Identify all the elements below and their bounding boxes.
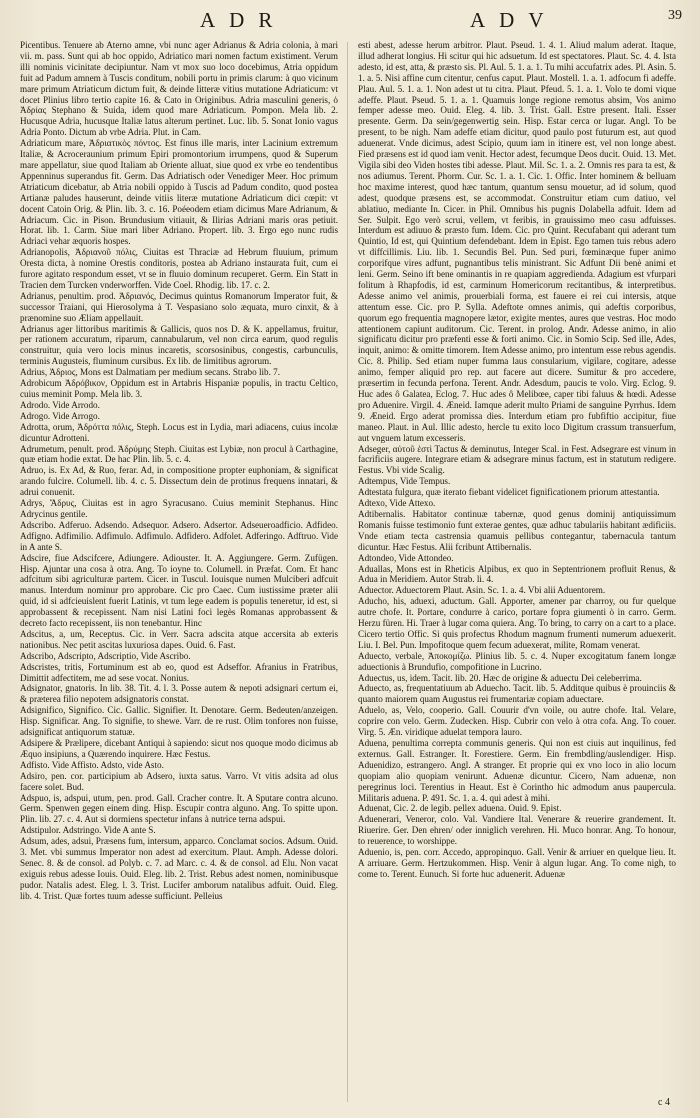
- header-right-word: ADV: [470, 8, 558, 32]
- dictionary-entry: Aducho, his, aduexi, aductum. Gall. Apporter, amener par charroy, ou fur quelque autre chofe. It. Portare, condurre à carico, portare fopra giumenti ò in carro. Germ. Herzu füren. Hi. Traer à lugar coma quiera. Ang. To bring, to carry on a cart to a place. Cicero tertio Offic. Si quis profectus Rhodum magnum frumenti numerum aduexerit. Liu. I. Bel. Pun. Impofitoque quem fecum aduexerat, milite, Romam venerat.: [358, 596, 676, 650]
- dictionary-entry: Adseger, αὐτοῦ ἐστὶ Tactus & deminutus, Integer Scal. in Fest. Adsegrare est vinum in facrificiis augere. Integrare etiam & adsegrare minus factum, est in statutum redigere. Festus. Vbi vide Scalig.: [358, 443, 676, 476]
- dictionary-entry: Adrogo. Vide Arrogo.: [20, 410, 100, 421]
- dictionary-entry: Aduena, penultima correpta communis generis. Qui non est ciuis aut inquilinus, fed externus. Gall. Estranger. It. Forestiere. Germ. Ein frembdling/auslendiger. Hisp. Aduenidizo, estrangero. Angl. A stranger. Et proprie qui ex vno loco in alio locum quopiam alio quopiam venirunt. Aduenæ dicuntur. Cicero, Nam aduenæ, non peregrinus loci. Terentius in Heaut. Est è Corintho hic admodum anus paupercula. Militaris aduena. P. 491. Sc. 1. a. 4. qui adest à mihi.: [358, 738, 676, 803]
- dictionary-entry: Adtexo, Vide Attexo.: [358, 498, 436, 509]
- dictionary-entry: Adsipere & Prælipere, dicebant Antiqui à sapiendo: sicut nos quoque modo dicimus ab Æquo insipiuns, a Quærendo inquirere. Hæc Festus.: [20, 738, 338, 759]
- column-divider: [347, 42, 348, 1102]
- dictionary-entry: Adscribo. Adferuo. Adsendo. Adsequor. Adsero. Adsertor. Adseueroadficio. Adfideo. Adfigno. Adfimilio. Adfimulo. Adfimulo. Adfidero. Adfolet. Adferingo. Adftruo. Vide in A ante S.: [20, 519, 338, 552]
- dictionary-entry: Adscribo, Adscripto, Adscriptio, Vide Ascribo.: [20, 650, 191, 661]
- header-left-word: ADR: [200, 8, 287, 32]
- dictionary-entry: Adrianus, penultim. prod. Ἀδριανός, Decimus quintus Romanorum Imperator fuit, & successor Traiani, qui Hierosolyma à T. Vespasiano solo æquata, muro cinxit, & à prænomine suo Æliam appellauit.: [20, 290, 338, 323]
- dictionary-entry: Adscitus, a, um, Receptus. Cic. in Verr. Sacra adscita atque accersita ab exteris nationibus. Nec petit ascitas luxuriosa dapes. Ouid. 6. Fast.: [20, 628, 338, 650]
- dictionary-entry: Adtestata fulgura, quæ iterato fiebant videlicet fignificationem priorum attestantia.: [358, 487, 660, 498]
- dictionary-entry: Adsignator, gnatoris. In lib. 38. Tit. 4. l. 3. Posse autem & nepoti adsignari certum ei, & præterea filio nepotem adsignatoris constat.: [20, 683, 338, 705]
- dictionary-entry: Aduector. Aduectorem Plaut. Asin. Sc. 1. a. 4. Vbi alii Aduentorem.: [358, 585, 606, 596]
- dictionary-entry: Adstipulor. Adstringo. Vide A ante S.: [20, 825, 156, 836]
- dictionary-entry: Adsum, ades, adsui, Præsens fum, intersum, apparco. Conclamat socios. Adsum. Ouid. 3. Met. vbi summus Imperator non adest ad exercitum. Plaut. Amph. Adesse dolori. Senec. 8. & de consol. ad Polyb. c. 7. ad Marc. c. 4. & de consol. ad Elu. Non vacat exiguis rebus adesse Iouis. Ouid. Eleg. lib. 2. Trist. Rebus adest nomen, nominibusque pudor. Natalis adest. Eleg. l. 3. Trist. Lucifer amborum natalibus adfuit. Ouid. Eleg. lib. 4. Trist. Quæ fortes tuum adesse sufficiunt. Pelleius: [20, 836, 338, 901]
- dictionary-entry: Aduenio, is, pen. corr. Accedo, appropinquo. Gall. Venir & arriuer en quelque lieu. It. A arriuare. Germ. Hertzukommen. Hisp. Venir à algun lugar. Ang. To come nigh, to come to. Terent. Eunuch. Si forte huc aduenerit. Aduenæ: [358, 847, 676, 879]
- dictionary-entry: Aduectus, us, idem. Tacit. lib. 20. Hæc de origine & aduectu Dei celeberrima.: [358, 672, 642, 683]
- dictionary-entry: Aduecto, as, frequentatiuum ab Aduecho. Tacit. lib. 5. Additque quibus è prouinciis & quanto maiorem quam Augustus rei frumentariæ copiam aduectare.: [358, 683, 676, 705]
- dictionary-entry: Adscristes, tritis, Fortuminum est ab eo, quod est Adseffor. Afranius in Fratribus, Dimittit adfectitem, me ad sese vocat. Nonius.: [20, 661, 338, 683]
- dictionary-entry: Adtempus, Vide Tempus.: [358, 476, 451, 487]
- page-number: 39: [668, 8, 682, 23]
- dictionary-entry: Adtondeo, Vide Attondeo.: [358, 552, 454, 563]
- dictionary-entry: Adsiro, pen. cor. participium ab Adsero, iuxta satus. Varro. Vt vitis adsita ad olus facere solet. Bud.: [20, 770, 338, 792]
- dictionary-entry: Adriaticum mare, Ἀδριατικὸς πόντος. Est finus ille maris, inter Lacinium extremum Italiæ, & Acroceraunium primum Epiri promontorium irrumpens, quod & Superum mare appellatur, siue quod Italiam ab Oriente alluat, siue quod ex vrbe eo tendentibus Appenninus superandus fit. Germ. Das Adriatisch oder Venediger Meer. Hoc primum Atriaticum dicebatur, ab Atria nobili oppido à Tuscis ad Padum condito, quod postea Artianæ paludes hauserunt, deinde vitiis literæ mutatione Adriaticum dici cœpit: vt docent Catoin Orig. & Plin. lib. 3. c. 16. Poéeodem etiam dicimus Mare Adrianum, & Adriacum. Cic. in Pison. Brundusium vitiauit, & Ilirias Adriani maris oras petiuit. Horat. lib. 1. Carm. Siue mari liber Adriano. Propert. lib. 3. Ergo ego nunc rudis Adriaci vehar æquoris hospes.: [20, 138, 338, 247]
- running-header: [0, 6, 700, 36]
- dictionary-entry: Aduelo, as, Velo, cooperio. Gall. Couurir d'vn voile, ou autre chofe. Ital. Velare, coprire con velo. Germ. Zudecken. Hisp. Cubrir con velo à otra cofa. Ang. To couer. Virg. 5. Æn. viridique aduelat tempora lauro.: [358, 705, 676, 738]
- dictionary-entry: Adsignifico, Significo. Cic. Gallic. Signifier. It. Denotare. Germ. Bedeuten/anzeigen. Hisp. Significar. Ang. To signifie, to shewe. Varr. de re rust. Olim tonfores non fuisse, adsignificat antiquorum statuæ.: [20, 705, 338, 738]
- dictionary-entry: Adspuo, is, adspui, utum, pen. prod. Gall. Cracher contre. It. A Sputare contra alcuno. Germ. Spenwen gegen einem ding. Hisp. Escupir contra alguno. Ang. To spitte upon. Plin. lib. 27. c. 4. Aut si dormiens spectetur infans à nutrice terna adspui.: [20, 792, 338, 825]
- dictionary-entry: Adrodo. Vide Arrodo.: [20, 399, 100, 410]
- dictionary-entry: Aduecto, verbale, Ἀποκομίζω. Plinius lib. 5. c. 4. Nuper excogitatum fanem longæ aduectionis à Brundufio, compofitione in Lucrino.: [358, 650, 676, 672]
- dictionary-entry: Adrobicum Ἀδρόβικον, Oppidum est in Artabris Hispaniæ populis, in tractu Celtico, cuius meminit Pomp. Mela lib. 3.: [20, 378, 338, 399]
- dictionary-entry: Adscire, fiue Adscifcere, Adiungere. Adiouster. It. A. Aggiungere. Germ. Zufügen. Hisp. Ajuntar una cosa à otra. Ang. To ioyne to. Columell. in Præfat. Com. Et hanc adfcitum sibi agriculturæ partem. Cicer. in Tuscul. Iouisque numen Mulciberi adfcuit manus. Interdum nominur pro approbare. Cic pro Caec. Cum iustissime præter alii quid, id si adfcieuislent fuerit Latinis, vt tum lege eadem is populis teneretur, id est, si approbassent & recepissent. Nam nisi Latini foci legès Romanas approbassent & decreto facto recepissent, iis non tenebantur. Hinc: [20, 552, 338, 629]
- dictionary-entry: Adrys, Ἄδρυς, Ciuitas est in agro Syracusano. Cuius meminit Stephanus. Hinc Adrycinus gentile.: [20, 498, 338, 519]
- catchword: c 4: [658, 1097, 670, 1108]
- left-column: [20, 40, 338, 1108]
- dictionary-entry: Adrianopolis, Ἀδριανοῦ πόλις, Ciuitas est Thraciæ ad Hebrum fluuium, primum Oresta dicta, à nomine Orestis conditoris, postea ab Adriano instaurata fuit, cum ei furore agitato respondum esset, vt se in fluuio dominum recuperet. Germ. Ein Statt in Tracien dem Turcken vnderworffen. Vide Coel. Rhodig. lib. 17. c. 2.: [20, 247, 338, 290]
- dictionary-entry: Adruo, is. Ex Ad, & Ruo, ferar. Ad, in compositione propter euphoniam, & significat arando fulcire. Columell. lib. 4. c. 5. Dissectum dein de protinus frequens innatari, & adrui conuenit.: [20, 465, 338, 498]
- dictionary-entry: Aduallas, Mons est in Rheticis Alpibus, ex quo in Septentrionem profluit Renus, & Adua in Meridiem. Autor Strab. li. 4.: [358, 563, 676, 585]
- dictionary-entry: Adrotta, orum, Ἀδρόττα πόλις, Steph. Locus est in Lydia, mari adiacens, cuius incolæ dicuntur Adrotteni.: [20, 421, 338, 443]
- dictionary-entry: esti abest, adesse herum arbitror. Plaut. Pseud. 1. 4. 1. Aliud malum aderat. Itaque, illud adherat longius. Hi scitur qui hic adsuetum. Id est spectatores. Plaut. Sc. 4. 4. Ista adesto, id est, atta, & præsto sis. Pl. Aul. 5. 1. a. 1. Tu mihi accufatrix ades. Pl. Asin. 5. 1. a. 5. Nisi affine cum citentur, cenfus caput. Plaut. Mostell. 1. a. 1. adfocum fi adeffe. Plau. Aul. 5. 1. a. 1. Non adest ut tu citra. Plaut. Pfeud. 5. 1. a. 1. Volo te domi vique adeffe. Plaut. Pseud. 5. 1. a. 1. Quamuis longe regione remotus absim, Vos animo femper adesse meo. Ouid. Eleg. 4. lib. 3. Trist. Gall. Estre present. Itali. Esser presente. Germ. Da sein/gegenwertig sein. Hisp. Estar cerca or lugar. Angl. To be present, to be nigh. Nam adeffe etiam dicitur, quod paulo post futurum est, aut quod aduenerat. Vnde dicimus, adest Scipio, quum iam in itinere est, vel non longe abest. Fied præsens est id quod iam venit. Hector adest, fecumque Deos ducit. Ouid. 13. Met. Vigila sibi deo Viden hostes tibi adesse. Plaut. Mil. Sc. 1. a. 2. Omnis res para ta est, & nos adiumus. Terent. Phorm. Cur. Sc. 1. a. 1. Cic. 1. Offic. Inter hominem & belluam hoc maxime interest, quod hæc tantum, quantum sensu mouetur, ad id solum, quod adest, quodque præsens est, se accommodat. Construitur etiam cum datiuo, vel ablatiuo, mediante In. Cicer. in Phil. Omnibus his pugnis Dolabella adfuit. Idem ad Ser. Sulpit. Ego verò scrui, vellem, vt feribis, in grauissimo meo casu adfuisses. Interdum est adiuuo & præsto fum. Idem. Cic. pro Quint. Recufabant qui aderant tum Quintio, Id est, qui Quintium defendebant. Idem in Epist. Ego tamen tuis rebus adero vt diffcillimis. Liu. lib. 1. Secundis Bel. Pun. Sed puri, fœminæque fuper animo corporifque vires adfunt, pugnantibus telis ministrant. Sic Adfunt Dii benè animi et leni. Germ. Seino ift bene ominantis in re quapiam aggredienda. Adagium est vfurpari folitum à Rhapfodis, id est, carminum Homericorum recitantibus, & interpretibus. Adesse animo vel animis, prouerbiali forma, est fauere ei rei cui intersis, atque attentum esse. Cic. pro P. Sylla. Adeftote omnes animis, qui adeftis corporibus, quorum ego frequentia magnopere lætor, exigite mentes, aures que vestras. Hoc modo attentionem capiunt auditorum. Cic. Terent. in prolog. Andr. Adesse animo, in alio significatu dicitur pro præfenti esse & forti animo. Cic. in Somio Scip. Sed ille, Ades, inquit, animo: & omitte timorem. Item Adesse animo, pro intentum esse rebus agendis. Cic. 8. Philip. Sed etiam nuper fumma laus consularium, vigilare, cogitare, adesse animo, femper aliquid pro rep. aut facere aut dicere. Sumitur & pro accedere, præsertim in fecunda perfona. Terent. Andr. Adesdum, paucis te volo. Virg. Eclog. 9. Huc ades ô Galatea, Eclog. 7. Huc ades ô Melibœe, caper tibi faluus & hœdi. Adesse pro Aduenire. Virgil. 4. Æneid. Iamque aderit multo Priami de sanguine Pyrrhus. Idem 9. Æneid. Ergo aderat promissa dies. Interdum etiam pro fubfiftio accipitur, fiue maneo. Plaut. in Aul. Illic adesto, hercle tu exito loco Digitum crassum transuerfum, aut vnguem latum excesseris.: [358, 40, 676, 443]
- dictionary-entry: Adrius, Ἀδριος, Mons est Dalmatiam per medium secans. Strabo lib. 7.: [20, 367, 280, 378]
- dictionary-entry: Aduenerari, Veneror, colo. Val. Vandiere Ital. Venerare & reuerire grandement. It. Riuerire. Ger. Den ehren/ oder inniglich verehren. Hi. Muco honrar. Ang. To honour, to reuerence, to worshippe.: [358, 814, 676, 847]
- dictionary-entry: Picentibus. Tenuere ab Aterno amne, vbi nunc ager Adrianus & Adria colonia, à mari vii. m. pass. Sunt qui ab hoc oppido, Adriatico mari nomen factum existiment. Verum illi nominis vicinitate decipiuntur. Nam vt mox suo loco docebimus, Atria oppidum fuit ad Padum amnem à Tuscis conditum, nobili portu in primis clarum: à quo vicinum mare primum Atriaticum dictum fuit, & deinde litteræ vitius mutatione Adriaticum: vt docet Plinius libro tertio capite 16. & Cato in Originibus. Adria masculini generis, ὁ Ἀδρίας Stephano & Suida, idem quod mare Adriaticum. Pompon. Mela lib. 2. Hucusque Adria, hucusque Italiæ latus alterum pertinet. Luc. lib. 5. Sonat Ionio vagus Adria Ponto. Dictum ab vrbe Adria. Plut. in Cam.: [20, 40, 338, 138]
- right-column: [358, 40, 676, 1108]
- dictionary-entry: Aduenat, Cic. 2. de legib. pellex aduena. Ouid. 9. Epist.: [358, 803, 562, 814]
- dictionary-entry: Adrumetum, penult. prod. Ἀδρύμης Steph. Ciuitas est Lybiæ, non procul à Carthagine, quæ etiam hodie extat. De hac Plin. lib. 5. c. 4.: [20, 443, 338, 465]
- dictionary-entry: Adfisto. Vide Affisto. Adsto, vide Asto.: [20, 759, 164, 770]
- dictionary-entry: Adrianus ager littoribus maritimis & Gallicis, quos nos D. & K. appellamus, fruitur, per rationem accuratum, riparum, cannabularum, vel non circa earum, quod regulis construitur, quia vero locis minus incaretis, scorsosinibus, congestis, carbunculis, terminis Augusteis, fluminum cursibus. Ex lib. de limitibus agrorum.: [20, 323, 338, 367]
- dictionary-entry: Adtibernalis. Habitator continuæ tabernæ, quod genus dominij antiquissimum Romanis fuisse testimonio funt exterae gentes, quæ adhuc tabulariis habitant ædificiis. Vnde etiam tecta castrensia quamuis pellibus contegantur, tabernacula tantum dicuntur. Hæc Festus. Alii fcribunt Attibernalis.: [358, 508, 676, 552]
